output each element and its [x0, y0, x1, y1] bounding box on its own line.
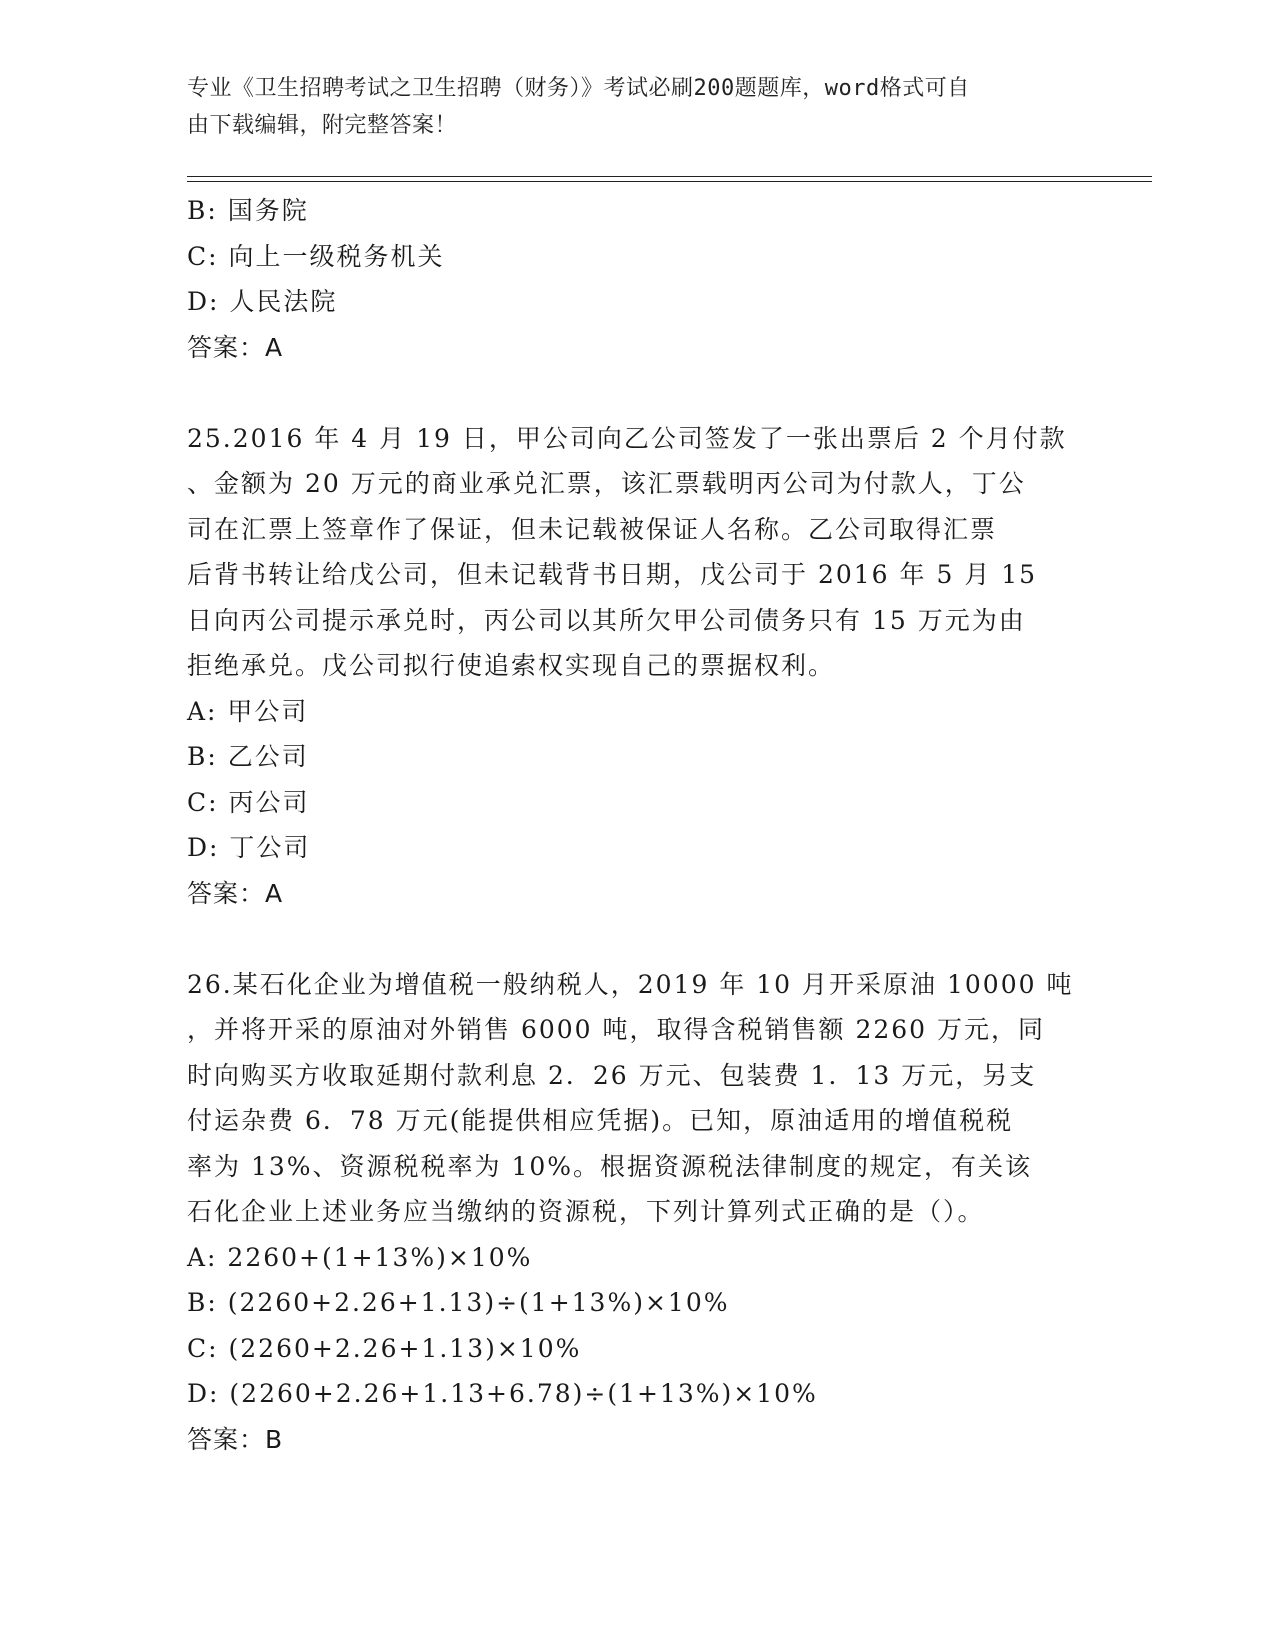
- question-text-line: 拒绝承兑。戊公司拟行使追索权实现自己的票据权利。: [187, 651, 836, 680]
- header-divider-top: [187, 176, 1152, 177]
- question-text-line: 石化企业上述业务应当缴纳的资源税，下列计算列式正确的是（）。: [187, 1197, 985, 1226]
- option-b: B: (2260+2.26+1.13)÷(1+13%)×10%: [187, 1288, 730, 1317]
- option-d: D: (2260+2.26+1.13+6.78)÷(1+13%)×10%: [187, 1379, 818, 1408]
- option-d: D: 丁公司: [187, 833, 311, 862]
- header-line-1: 专业《卫生招聘考试之卫生招聘（财务）》考试必刷200题题库，word格式可自: [187, 76, 970, 101]
- question-text-line: 后背书转让给戊公司，但未记载背书日期，戊公司于 2016 年 5 月 15: [187, 560, 1038, 589]
- question-text-line: 25.2016 年 4 月 19 日，甲公司向乙公司签发了一张出票后 2 个月付款: [187, 423, 1067, 453]
- question-text-line: 日向丙公司提示承兑时，丙公司以其所欠甲公司债务只有 15 万元为由: [187, 605, 1026, 635]
- answer: 答案：A: [187, 332, 284, 362]
- option-c: C: 向上一级税务机关: [187, 241, 445, 271]
- question-text-line: 时向购买方收取延期付款利息 2．26 万元、包装费 1．13 万元，另支: [187, 1060, 1037, 1090]
- option-d: D: 人民法院: [187, 287, 338, 316]
- option-b: B: 国务院: [187, 196, 309, 225]
- question-text-line: 率为 13%、资源税税率为 10%。根据资源税法律制度的规定，有关该: [187, 1151, 1033, 1181]
- question-text-line: ，并将开采的原油对外销售 6000 吨，取得含税销售额 2260 万元，同: [187, 1015, 1046, 1044]
- option-c: C: 丙公司: [187, 787, 310, 817]
- option-a: A: 甲公司: [187, 696, 309, 726]
- document-body: [187, 188, 1087, 1462]
- page-header: [187, 70, 1067, 144]
- option-b: B: 乙公司: [187, 742, 309, 771]
- spacer: [187, 916, 1087, 962]
- option-c: C: (2260+2.26+1.13)×10%: [187, 1333, 582, 1363]
- header-line-2: 由下载编辑，附完整答案！: [187, 113, 458, 138]
- question-text-line: 司在汇票上签章作了保证，但未记载被保证人名称。乙公司取得汇票: [187, 514, 998, 544]
- spacer: [187, 370, 1087, 416]
- question-text-line: 26.某石化企业为增值税一般纳税人，2019 年 10 月开采原油 10000 吨: [187, 969, 1074, 999]
- question-25: [187, 416, 1087, 917]
- question-text-line: 付运杂费 6．78 万元(能提供相应凭据)。已知，原油适用的增值税税: [187, 1106, 1014, 1135]
- header-divider-bottom: [187, 181, 1152, 182]
- question-26: [187, 962, 1087, 1463]
- answer: 答案：A: [187, 878, 284, 908]
- answer: 答案：B: [187, 1424, 284, 1454]
- question-text-line: 、金额为 20 万元的商业承兑汇票，该汇票载明丙公司为付款人，丁公: [187, 469, 1026, 498]
- option-a: A: 2260+(1+13%)×10%: [187, 1242, 533, 1272]
- prev-question-tail: [187, 188, 1087, 370]
